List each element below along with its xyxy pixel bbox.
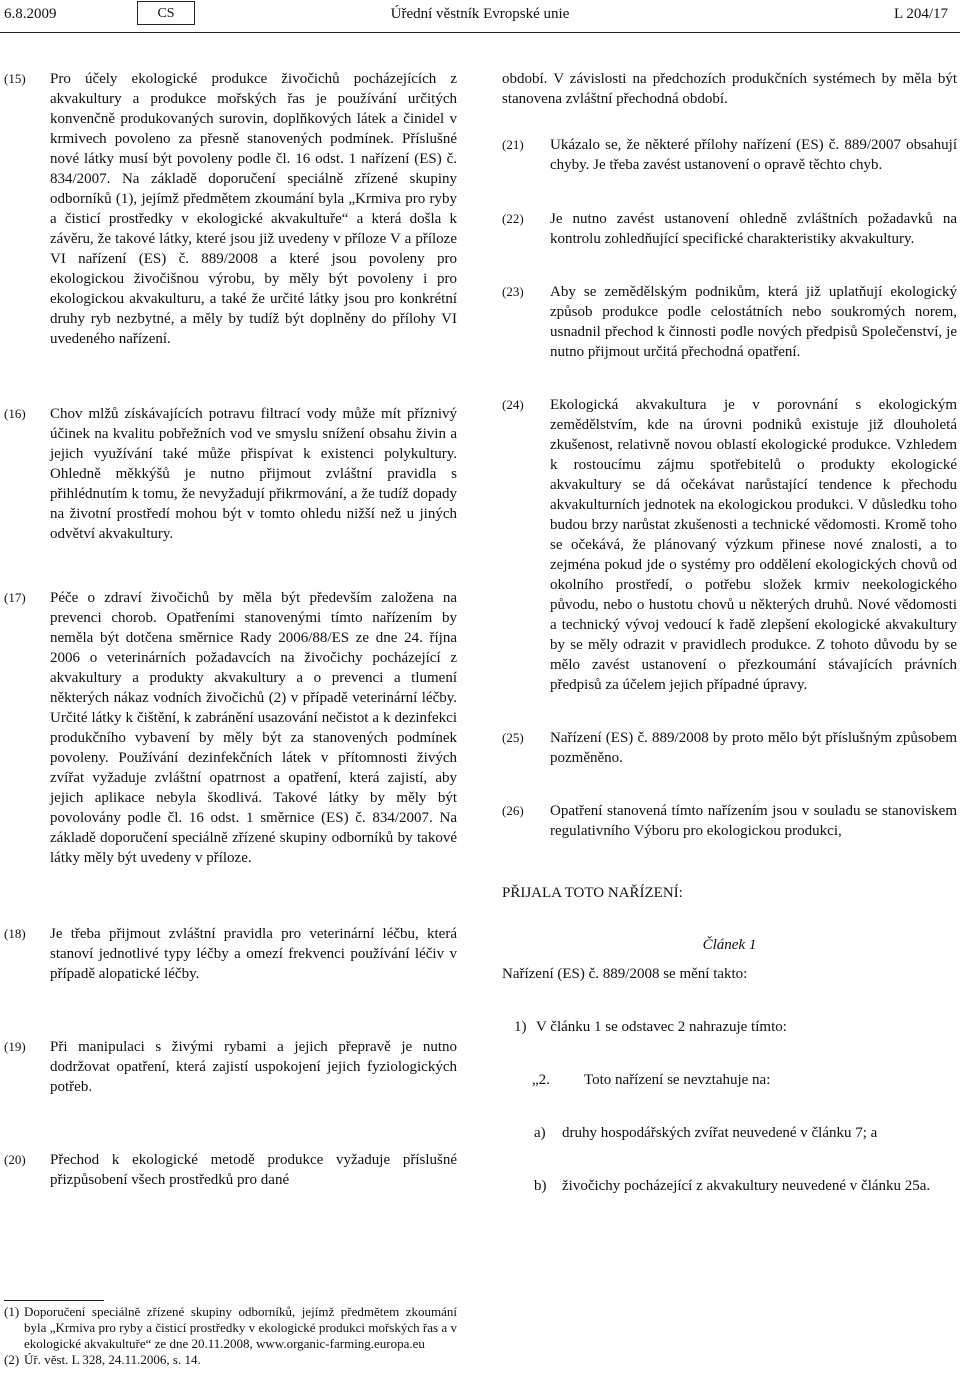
footnote-1	[4, 1304, 457, 1352]
recital-number: (19)	[4, 1039, 26, 1054]
recital-number: (20)	[4, 1152, 26, 1167]
recital-text: Opatření stanovená tímto nařízením jsou v souladu se stanoviskem regulativního Výboru pro ekologickou produkci,	[550, 803, 957, 839]
recital-text: Přechod k ekologické metodě produkce vyžaduje příslušné přizpůsobení všech prostředků pro dané	[50, 1152, 457, 1188]
footnote-2	[4, 1352, 457, 1368]
recital-text: Ekologická akvakultura je v porovnání s ekologickým zemědělstvím, kde na úrovni podniků existuje již dlouholetá zkušenost, relativně novou oblastí ekologické produkce. Vzhledem k rostoucímu zájmu spotřebitelů o produkty ekologické akvakultury se dá očekávat narůstající tendence k přechodu akvakulturních jednotek na ekologickou produkci. V důsledku toho budou brzy narůstat zkušenosti a technické vědomosti. Kromě toho se očekává, že plánovaný výzkum přinese nové znalosti, a to zejména pokud jde o systémy pro oddělení ekologických chovů od okolního prostředí, o potřebu složek krmiv neekologického původu, nebo o hustotu chovů u některých druhů. Nové vědomosti a technický vývoj vedoucí k řadě zlepšení ekologické akvakultury by se měly odrazit v pravidlech produkce. Z tohoto důvodu by se mělo zavést ustanovení o přezkoumání stávajících právních předpisů za účelem jejich případné úpravy.	[550, 397, 957, 693]
recital-number: (15)	[4, 71, 26, 86]
recital-text: Chov mlžů získávajících potravu filtrací vody může mít příznivý účinek na kvalitu pobřežních vod ve smyslu snížení obsahu živin a jejich využívání také může přispívat k existenci polykultury. Ohledně měkkýšů je nutno přijmout zvláštní pravidla s přihlédnutím k tomu, že nevyžadují přikrmování, a že tudíž dopady na životní prostředí mohou být v tomto ohledu nižší než u jiných odvětví akvakultury.	[50, 406, 457, 542]
journal-title: Úřední věstník Evropské unie	[390, 6, 570, 22]
recital-21	[502, 135, 957, 175]
right-column	[502, 69, 957, 1196]
recital-17	[4, 588, 457, 868]
recital-24	[502, 395, 957, 695]
recital-19	[4, 1037, 457, 1097]
recital-18	[4, 924, 457, 984]
subpoint-letter: b)	[534, 1178, 547, 1194]
page-header	[0, 0, 960, 34]
footnotes	[4, 1300, 457, 1368]
subpoint-a	[502, 1123, 957, 1143]
recital-text: Péče o zdraví živočichů by měla být především založena na prevenci chorob. Opatřeními stanovenými tímto nařízením by neměla být dotčena směrnice Rady 2006/88/ES ze dne 24. října 2006 o veterinárních požadavcích na živočichy pocházející z akvakultury a produkty akvakultury a o prevenci a tlumení některých nákaz vodních živočichů (2) v případě veterinární léčby. Určité látky k čištění, k zabránění usazování nečistot a k dezinfekci produkčního vybavení by měly být za stanovených podmínek povoleny. Používání dezinfekčních látek v přítomnosti živých zvířat vyžaduje zvláštní opatrnost a opatření, která zajistí, aby jejich aplikace nebyla škodlivá. Takové látky by měly být povolovány podle čl. 16 odst. 1 směrnice (ES) č. 834/2007. Na základě doporučení speciálně zřízené skupiny odborníků by takové látky měly být uvedeny v příloze.	[50, 590, 457, 866]
recital-text: Pro účely ekologické produkce živočichů pocházejících z akvakultury a produkce mořských řas je používání určitých konvenčně produkovaných surovin, doplňkových látek a činidel v krmivech povoleno za přesně stanovených podmínek. Příslušné nové látky musí být povoleny podle čl. 16 odst. 1 nařízení (ES) č. 834/2007. Na základě doporučení speciálně zřízené skupiny odborníků (1), jejímž předmětem zkoumání byla „Krmiva pro ryby a čisticí prostředky v ekologické akvakultuře“ a která došla k závěru, že takové látky, které jsou již uvedeny v příloze V a příloze VI nařízení (ES) č. 889/2008 a které jsou povoleny pro ekologickou živočišnou výrobu, by měly být povoleny i pro ekologickou akvakulturu, a také že určité látky jsou pro konkrétní druhy ryb nezbytné, a měly by tudíž být doplněny do přílohy VI uvedeného nařízení.	[50, 71, 457, 347]
recital-number: (22)	[502, 211, 524, 226]
recital-number: (25)	[502, 730, 524, 745]
language-badge: CS	[137, 1, 195, 25]
recital-15	[4, 69, 457, 349]
quoted-text: Toto nařízení se nevztahuje na:	[584, 1072, 771, 1088]
header-rule	[0, 32, 960, 33]
recital-text: Ukázalo se, že některé přílohy nařízení (ES) č. 889/2007 obsahují chyby. Je třeba zavést ustanovení o opravě těchto chyb.	[550, 137, 957, 173]
recital-number: (18)	[4, 926, 26, 941]
subpoint-b	[502, 1176, 957, 1196]
recital-16	[4, 404, 457, 544]
recital-number: (24)	[502, 397, 524, 412]
subpoint-text: živočichy pocházející z akvakultury neuvedené v článku 25a.	[562, 1178, 931, 1194]
recital-text: Je třeba přijmout zvláštní pravidla pro veterinární léčbu, která stanoví jednotlivé typy léčby a omezí frekvenci používání léčiv v případě alopatické léčby.	[50, 926, 457, 982]
footnote-rule	[4, 1300, 104, 1301]
adoption-formula: PŘIJALA TOTO NAŘÍZENÍ:	[502, 885, 683, 901]
recital-20	[4, 1150, 457, 1190]
point-number: 1)	[514, 1019, 527, 1035]
page-reference: L 204/17	[893, 6, 948, 22]
recital-number: (16)	[4, 406, 26, 421]
article-intro: Nařízení (ES) č. 889/2008 se mění takto:	[502, 966, 748, 982]
subpoint-text: druhy hospodářských zvířat neuvedené v článku 7; a	[562, 1125, 878, 1141]
recital-text: Při manipulaci s živými rybami a jejich přepravě je nutno dodržovat opatření, která zajistí uspokojení jejich fyziologických potřeb.	[50, 1039, 457, 1095]
recital-number: (17)	[4, 590, 26, 605]
recital-25	[502, 728, 957, 768]
left-column	[4, 69, 457, 1190]
recital-20-continuation: období. V závislosti na předchozích produkčních systémech by měla být stanovena zvláštní přechodná období.	[502, 71, 957, 107]
recital-number: (26)	[502, 803, 524, 818]
recital-text: Nařízení (ES) č. 889/2008 by proto mělo být příslušným způsobem pozměněno.	[550, 730, 957, 766]
footnote-mark: (1)	[4, 1304, 20, 1319]
quoted-paragraph	[502, 1070, 957, 1090]
amendment-point-1	[502, 1017, 957, 1037]
quoted-number: „2.	[532, 1072, 550, 1088]
subpoint-letter: a)	[534, 1125, 546, 1141]
publication-date: 6.8.2009	[4, 6, 57, 22]
recital-number: (21)	[502, 137, 524, 152]
recital-23	[502, 282, 957, 362]
recital-text: Aby se zemědělským podnikům, která již uplatňují ekologický způsob produkce podle celostátních nebo soukromých norem, usnadnil přechod k činnosti podle nových předpisů Společenství, je nutno přijmout určitá přechodná opatření.	[550, 284, 957, 360]
footnote-text: Doporučení speciálně zřízené skupiny odborníků, jejímž předmětem zkoumání byla „Krmiva pro ryby a čisticí prostředky v ekologické produkci mořských řas a v ekologické akvakultuře“ ze dne 20.11.2008, www.organic-farming.europa.eu	[24, 1304, 457, 1351]
recital-22	[502, 209, 957, 249]
footnote-mark: (2)	[4, 1352, 20, 1367]
recital-number: (23)	[502, 284, 524, 299]
recital-text: Je nutno zavést ustanovení ohledně zvláštních požadavků na kontrolu zohledňující specifické charakteristiky akvakultury.	[550, 211, 957, 247]
article-heading: Článek 1	[702, 937, 757, 953]
recital-26	[502, 801, 957, 841]
point-text: V článku 1 se odstavec 2 nahrazuje tímto:	[536, 1019, 787, 1035]
footnote-text: Úř. věst. L 328, 24.11.2006, s. 14.	[24, 1352, 201, 1367]
